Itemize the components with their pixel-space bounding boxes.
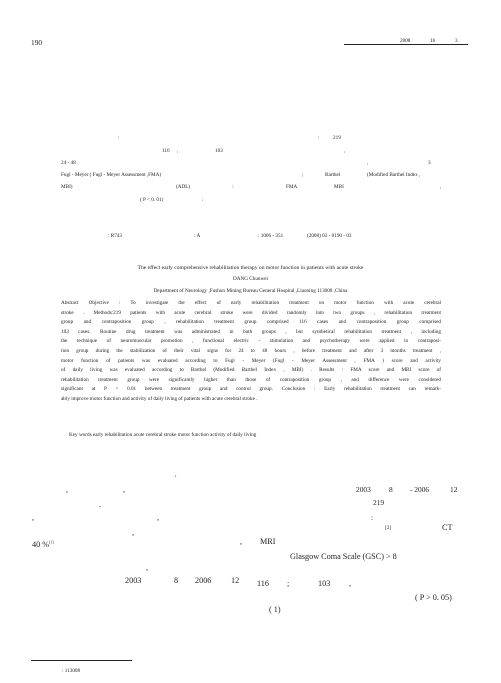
footnote: : 113008 <box>62 668 81 674</box>
abstract-cn-fragment: 116 <box>162 148 170 154</box>
classification-fragment: : A <box>194 233 201 239</box>
body-fragment: MRI <box>260 537 276 546</box>
english-abstract <box>61 299 441 405</box>
abstract-cn-fragment: FMA <box>286 184 298 190</box>
body-fragment: 219 <box>373 498 385 507</box>
abstract-line: motor function of patients was evaluated according to Fugl - Meyer (Fugl - Meyer Assessment , FMA ) score and activity <box>61 357 441 364</box>
body-fragment: , <box>240 537 243 546</box>
abstract-cn-fragment: MBI <box>334 184 344 190</box>
abstract-cn-fragment: ; <box>302 172 304 178</box>
body-fragment: 8 <box>389 485 393 494</box>
english-keywords: Key words early rehabilitation acute cerebral stroke motor function activity of daily living <box>69 432 257 438</box>
abstract-line: 103 cases. Routine drug treatment was administrated in both groups , but synthetical rehabilitation treatment , including <box>61 328 441 335</box>
abstract-cn-fragment: 103 <box>215 148 223 154</box>
abstract-cn-fragment: (Modified Barthel Index , <box>367 172 421 178</box>
body-fragment: 103 <box>318 579 331 588</box>
body-fragment: 2003 <box>125 576 142 585</box>
abstract-cn-fragment: : <box>232 184 234 190</box>
body-fragment: , <box>157 513 160 522</box>
english-author: DANG Chunwei <box>232 276 268 282</box>
abstract-line: stroke . Methods:219 patients with acute cerebral stroke were divided randomly into two groups , rehabilitation treatment <box>61 309 441 316</box>
abstract-cn-fragment: : <box>118 135 120 141</box>
body-fragment: , <box>146 563 149 572</box>
abstract-cn-fragment: : <box>202 197 204 203</box>
body-fragment: 2003 <box>356 485 371 494</box>
abstract-line: of daily living was evaluated according to Barthel (Modified Barthel Index , MBI) . Results : FMA score and MBI score of <box>61 367 441 374</box>
classification-fragment: (2008) 03 - 0190 - 03 <box>307 233 352 239</box>
footnote-rule <box>31 660 132 661</box>
abstract-line: group and contraposition group , rehabilitation treatment group comprised 116 cases and contraposition group comprised <box>61 319 441 326</box>
classification-fragment: : 1006 - 351 <box>258 233 284 239</box>
abstract-cn-fragment: 219 <box>333 135 341 141</box>
abstract-cn-fragment: MBI) <box>61 184 73 190</box>
classification-fragment: : R743 <box>108 233 122 239</box>
body-fragment: : <box>371 513 374 522</box>
abstract-cn-fragment: (ADL) <box>176 184 191 190</box>
abstract-cn-fragment: 24 - 48 <box>61 160 76 166</box>
abstract-line: significant at P < 0.01 between treatment group and control group. Conclusion : Early rehabilitation treatment can remark- <box>61 386 441 393</box>
abstract-cn-fragment: Fugl - Meyer ( Fugl - Meyer Assessment ,FMA) <box>61 172 162 178</box>
abstract-line: rehabilitation treatment group were significantly higher than those of contraposition group , and difference were considered <box>61 376 441 383</box>
english-affiliation: Department of Neurology ,Fushun Mining Bureau General Hospital ,Liaoning 113008 ,China <box>153 288 348 294</box>
body-fragment: - 2006 <box>410 485 430 494</box>
body-fragment: , <box>349 579 352 588</box>
abstract-cn-fragment: ( P < 0. 01) <box>140 197 164 203</box>
percent-line <box>32 541 54 549</box>
reference-marker <box>385 526 391 531</box>
body-fragment: ; <box>287 579 290 588</box>
page-number: 190 <box>31 38 43 47</box>
abstract-line: ably improve motor function and activity of daily living of patients with acute cerebral stroke . <box>61 395 258 402</box>
abstract-cn-fragment: Barthel <box>325 172 341 178</box>
body-fragment: , <box>175 472 177 478</box>
body-fragment: 116 <box>257 579 269 588</box>
ref-2: [2] <box>385 525 392 531</box>
body-fragment: , <box>66 485 69 494</box>
abstract-cn-fragment: : <box>318 135 320 141</box>
abstract-cn-fragment: , <box>177 148 179 154</box>
body-fragment: , <box>123 485 126 494</box>
body-fragment: Glasgow Coma Scale (GSC) > 8 <box>290 552 397 561</box>
journal-year: 2008 <box>400 38 411 44</box>
body-fragment: , <box>32 513 35 522</box>
abstract-cn-fragment: , <box>344 148 346 154</box>
ref-1: [1] <box>49 539 54 545</box>
body-fragment: . <box>99 500 102 509</box>
percent-value: 40 % <box>32 540 50 549</box>
journal-volume: 16 <box>430 38 436 44</box>
english-title: The effect early comprehensive rehabilitation therapy on motor function in patients with acute stroke <box>137 265 364 271</box>
abstract-cn-fragment: 3 <box>428 160 431 166</box>
body-fragment: ( P > 0. 05) <box>415 593 452 602</box>
body-fragment: , <box>132 528 135 537</box>
body-fragment: 12 <box>450 485 458 494</box>
body-fragment: CT <box>442 523 453 532</box>
abstract-cn-fragment: , <box>440 184 442 190</box>
body-fragment: 12 <box>231 576 240 585</box>
abstract-line: the technique of neuromuscular promotion , functional electric - stimulation and psychotherapy were applied in contraposi- <box>61 338 441 345</box>
abstract-line: Abstract Objective : To investigate the effect of early rehabilitation treatment on motor function with acute cerebral <box>61 300 441 306</box>
abstract-line: tion group during the stabilization of their vital signs for 24 to 48 hours , before treatment and after 3 months treatment , <box>61 347 441 354</box>
body-fragment: 2006 <box>195 576 212 585</box>
journal-issue: 3 <box>455 38 458 44</box>
abstract-cn-fragment: , <box>367 160 369 166</box>
body-fragment: 8 <box>174 576 179 585</box>
body-fragment: ( 1) <box>269 605 281 614</box>
